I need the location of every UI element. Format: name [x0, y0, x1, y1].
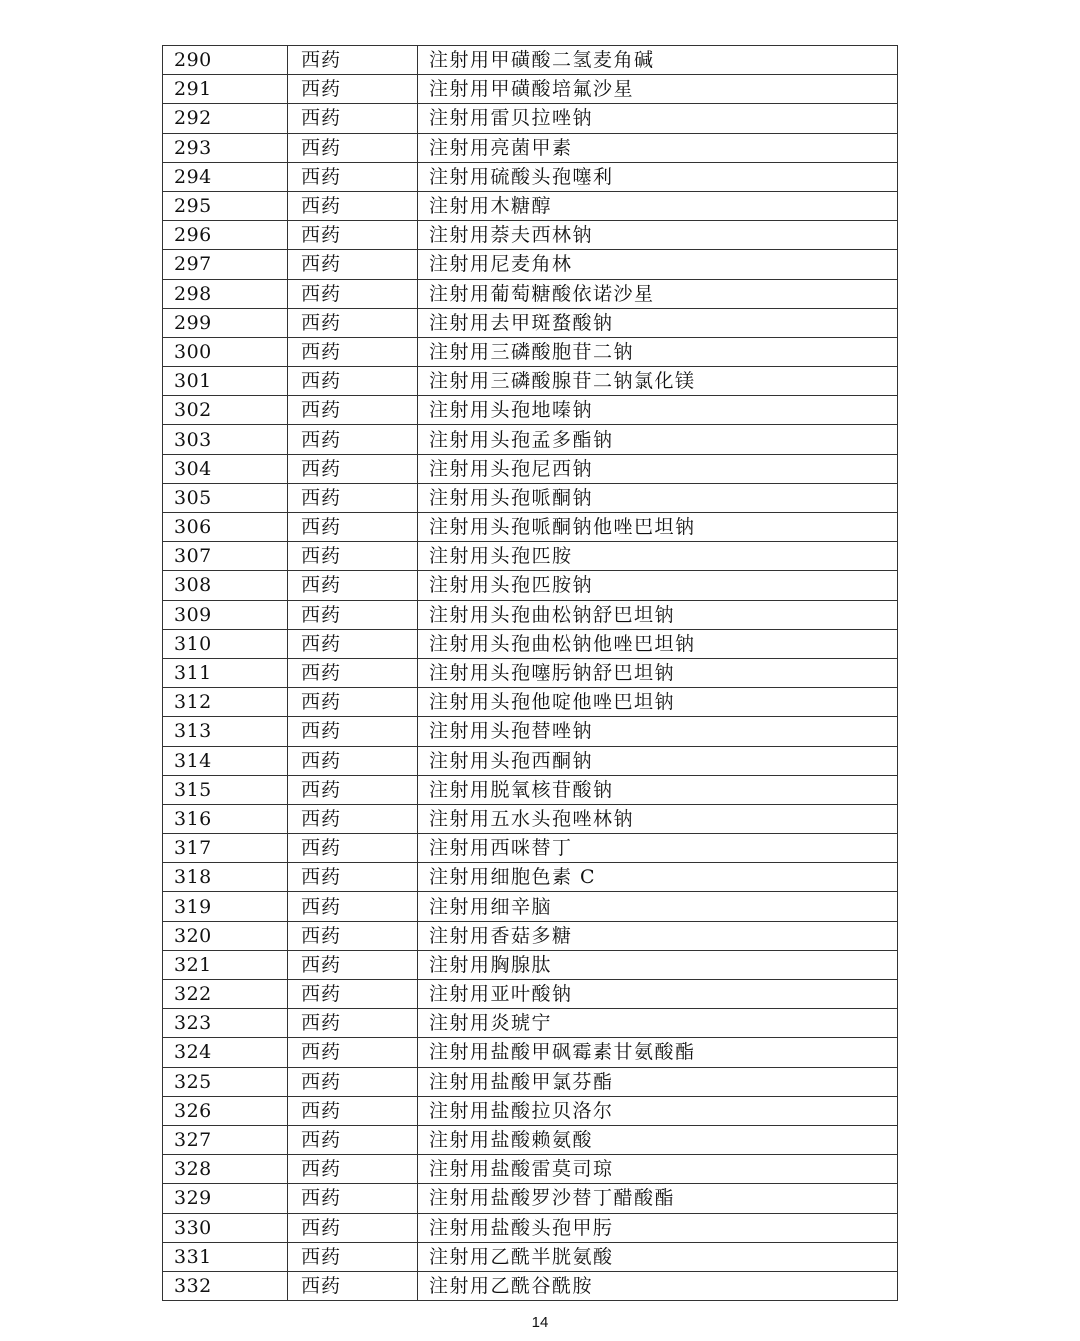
row-number-cell: 318 — [163, 863, 288, 892]
row-number-cell: 301 — [163, 367, 288, 396]
table-row — [163, 1271, 898, 1300]
drug-name-cell: 注射用葡萄糖酸依诺沙星 — [418, 279, 898, 308]
row-number-cell: 331 — [163, 1242, 288, 1271]
category-cell: 西药 — [288, 921, 418, 950]
table-row — [163, 804, 898, 833]
drug-name-cell: 注射用尼麦角林 — [418, 250, 898, 279]
table-row — [163, 658, 898, 687]
drug-name-cell: 注射用细辛脑 — [418, 892, 898, 921]
row-number-cell: 291 — [163, 75, 288, 104]
drug-name-cell: 注射用甲磺酸二氢麦角碱 — [418, 46, 898, 75]
category-cell: 西药 — [288, 834, 418, 863]
table-row — [163, 892, 898, 921]
row-number-cell: 316 — [163, 804, 288, 833]
row-number-cell: 292 — [163, 104, 288, 133]
category-cell: 西药 — [288, 658, 418, 687]
drug-name-cell: 注射用头孢尼西钠 — [418, 454, 898, 483]
table-row — [163, 396, 898, 425]
drug-name-cell: 注射用细胞色素 C — [418, 863, 898, 892]
category-cell: 西药 — [288, 775, 418, 804]
row-number-cell: 325 — [163, 1067, 288, 1096]
category-cell: 西药 — [288, 980, 418, 1009]
row-number-cell: 315 — [163, 775, 288, 804]
drug-name-cell: 注射用头孢曲松钠他唑巴坦钠 — [418, 629, 898, 658]
drug-name-cell: 注射用盐酸罗沙替丁醋酸酯 — [418, 1184, 898, 1213]
category-cell: 西药 — [288, 104, 418, 133]
drug-name-cell: 注射用胸腺肽 — [418, 950, 898, 979]
category-cell: 西药 — [288, 571, 418, 600]
table-row — [163, 513, 898, 542]
row-number-cell: 332 — [163, 1271, 288, 1300]
drug-name-cell: 注射用三磷酸腺苷二钠氯化镁 — [418, 367, 898, 396]
table-row — [163, 454, 898, 483]
row-number-cell: 328 — [163, 1155, 288, 1184]
row-number-cell: 327 — [163, 1125, 288, 1154]
table-row — [163, 308, 898, 337]
row-number-cell: 310 — [163, 629, 288, 658]
table-row — [163, 980, 898, 1009]
category-cell: 西药 — [288, 279, 418, 308]
drug-name-cell: 注射用头孢噻肟钠舒巴坦钠 — [418, 658, 898, 687]
category-cell: 西药 — [288, 1096, 418, 1125]
drug-name-cell: 注射用香菇多糖 — [418, 921, 898, 950]
drug-name-cell: 注射用头孢曲松钠舒巴坦钠 — [418, 600, 898, 629]
category-cell: 西药 — [288, 1038, 418, 1067]
drug-name-cell: 注射用头孢孟多酯钠 — [418, 425, 898, 454]
table-row — [163, 717, 898, 746]
category-cell: 西药 — [288, 133, 418, 162]
table-row — [163, 950, 898, 979]
table-row — [163, 1125, 898, 1154]
category-cell: 西药 — [288, 483, 418, 512]
drug-name-cell: 注射用脱氧核苷酸钠 — [418, 775, 898, 804]
category-cell: 西药 — [288, 191, 418, 220]
drug-name-cell: 注射用乙酰半胱氨酸 — [418, 1242, 898, 1271]
table-row — [163, 367, 898, 396]
table-row — [163, 46, 898, 75]
table-row — [163, 221, 898, 250]
drug-name-cell: 注射用头孢匹胺钠 — [418, 571, 898, 600]
drug-name-cell: 注射用盐酸拉贝洛尔 — [418, 1096, 898, 1125]
category-cell: 西药 — [288, 629, 418, 658]
row-number-cell: 314 — [163, 746, 288, 775]
table-row — [163, 133, 898, 162]
row-number-cell: 329 — [163, 1184, 288, 1213]
drug-name-cell: 注射用炎琥宁 — [418, 1009, 898, 1038]
table-row — [163, 571, 898, 600]
table-row — [163, 162, 898, 191]
row-number-cell: 297 — [163, 250, 288, 279]
drug-list-table — [162, 45, 898, 1301]
category-cell: 西药 — [288, 746, 418, 775]
row-number-cell: 305 — [163, 483, 288, 512]
category-cell: 西药 — [288, 1271, 418, 1300]
row-number-cell: 300 — [163, 337, 288, 366]
category-cell: 西药 — [288, 1009, 418, 1038]
category-cell: 西药 — [288, 367, 418, 396]
category-cell: 西药 — [288, 454, 418, 483]
table-row — [163, 1155, 898, 1184]
row-number-cell: 299 — [163, 308, 288, 337]
drug-name-cell: 注射用头孢哌酮钠 — [418, 483, 898, 512]
drug-name-cell: 注射用乙酰谷酰胺 — [418, 1271, 898, 1300]
category-cell: 西药 — [288, 46, 418, 75]
category-cell: 西药 — [288, 250, 418, 279]
table-row — [163, 1009, 898, 1038]
category-cell: 西药 — [288, 688, 418, 717]
row-number-cell: 312 — [163, 688, 288, 717]
row-number-cell: 296 — [163, 221, 288, 250]
drug-name-cell: 注射用盐酸甲砜霉素甘氨酸酯 — [418, 1038, 898, 1067]
table-row — [163, 863, 898, 892]
drug-name-cell: 注射用亚叶酸钠 — [418, 980, 898, 1009]
category-cell: 西药 — [288, 396, 418, 425]
category-cell: 西药 — [288, 950, 418, 979]
drug-name-cell: 注射用盐酸头孢甲肟 — [418, 1213, 898, 1242]
category-cell: 西药 — [288, 162, 418, 191]
drug-name-cell: 注射用西咪替丁 — [418, 834, 898, 863]
category-cell: 西药 — [288, 1155, 418, 1184]
category-cell: 西药 — [288, 542, 418, 571]
table-row — [163, 542, 898, 571]
table-row — [163, 483, 898, 512]
drug-name-cell: 注射用萘夫西林钠 — [418, 221, 898, 250]
drug-name-cell: 注射用头孢哌酮钠他唑巴坦钠 — [418, 513, 898, 542]
row-number-cell: 321 — [163, 950, 288, 979]
drug-name-cell: 注射用三磷酸胞苷二钠 — [418, 337, 898, 366]
row-number-cell: 304 — [163, 454, 288, 483]
row-number-cell: 294 — [163, 162, 288, 191]
drug-name-cell: 注射用盐酸雷莫司琼 — [418, 1155, 898, 1184]
table-row — [163, 834, 898, 863]
row-number-cell: 324 — [163, 1038, 288, 1067]
row-number-cell: 309 — [163, 600, 288, 629]
table-row — [163, 1213, 898, 1242]
category-cell: 西药 — [288, 75, 418, 104]
row-number-cell: 322 — [163, 980, 288, 1009]
row-number-cell: 319 — [163, 892, 288, 921]
drug-name-cell: 注射用头孢西酮钠 — [418, 746, 898, 775]
drug-name-cell: 注射用硫酸头孢噻利 — [418, 162, 898, 191]
row-number-cell: 293 — [163, 133, 288, 162]
table-row — [163, 191, 898, 220]
category-cell: 西药 — [288, 221, 418, 250]
table-row — [163, 600, 898, 629]
category-cell: 西药 — [288, 892, 418, 921]
table-row — [163, 746, 898, 775]
table-row — [163, 629, 898, 658]
table-row — [163, 104, 898, 133]
table-row — [163, 1184, 898, 1213]
drug-name-cell: 注射用甲磺酸培氟沙星 — [418, 75, 898, 104]
table-row — [163, 75, 898, 104]
table-row — [163, 1067, 898, 1096]
table-row — [163, 337, 898, 366]
table-row — [163, 1096, 898, 1125]
drug-name-cell: 注射用头孢匹胺 — [418, 542, 898, 571]
category-cell: 西药 — [288, 863, 418, 892]
row-number-cell: 298 — [163, 279, 288, 308]
row-number-cell: 290 — [163, 46, 288, 75]
category-cell: 西药 — [288, 308, 418, 337]
category-cell: 西药 — [288, 600, 418, 629]
row-number-cell: 308 — [163, 571, 288, 600]
row-number-cell: 330 — [163, 1213, 288, 1242]
table-row — [163, 921, 898, 950]
category-cell: 西药 — [288, 804, 418, 833]
table-row — [163, 1242, 898, 1271]
table-row — [163, 1038, 898, 1067]
table-row — [163, 688, 898, 717]
category-cell: 西药 — [288, 1184, 418, 1213]
category-cell: 西药 — [288, 425, 418, 454]
row-number-cell: 317 — [163, 834, 288, 863]
drug-name-cell: 注射用亮菌甲素 — [418, 133, 898, 162]
row-number-cell: 302 — [163, 396, 288, 425]
drug-name-cell: 注射用盐酸赖氨酸 — [418, 1125, 898, 1154]
drug-name-cell: 注射用头孢替唑钠 — [418, 717, 898, 746]
drug-name-cell: 注射用头孢他啶他唑巴坦钠 — [418, 688, 898, 717]
row-number-cell: 311 — [163, 658, 288, 687]
page-number: 14 — [531, 1314, 549, 1331]
category-cell: 西药 — [288, 513, 418, 542]
drug-name-cell: 注射用雷贝拉唑钠 — [418, 104, 898, 133]
category-cell: 西药 — [288, 1213, 418, 1242]
row-number-cell: 303 — [163, 425, 288, 454]
table-row — [163, 250, 898, 279]
table-row — [163, 425, 898, 454]
drug-name-cell: 注射用头孢地嗪钠 — [418, 396, 898, 425]
table-row — [163, 279, 898, 308]
drug-name-cell: 注射用盐酸甲氯芬酯 — [418, 1067, 898, 1096]
category-cell: 西药 — [288, 1067, 418, 1096]
drug-name-cell: 注射用去甲斑蝥酸钠 — [418, 308, 898, 337]
row-number-cell: 295 — [163, 191, 288, 220]
drug-list-body — [163, 46, 898, 1301]
table-row — [163, 775, 898, 804]
category-cell: 西药 — [288, 1125, 418, 1154]
drug-name-cell: 注射用木糖醇 — [418, 191, 898, 220]
row-number-cell: 326 — [163, 1096, 288, 1125]
row-number-cell: 306 — [163, 513, 288, 542]
category-cell: 西药 — [288, 1242, 418, 1271]
row-number-cell: 320 — [163, 921, 288, 950]
drug-name-cell: 注射用五水头孢唑林钠 — [418, 804, 898, 833]
category-cell: 西药 — [288, 717, 418, 746]
row-number-cell: 307 — [163, 542, 288, 571]
row-number-cell: 313 — [163, 717, 288, 746]
row-number-cell: 323 — [163, 1009, 288, 1038]
category-cell: 西药 — [288, 337, 418, 366]
